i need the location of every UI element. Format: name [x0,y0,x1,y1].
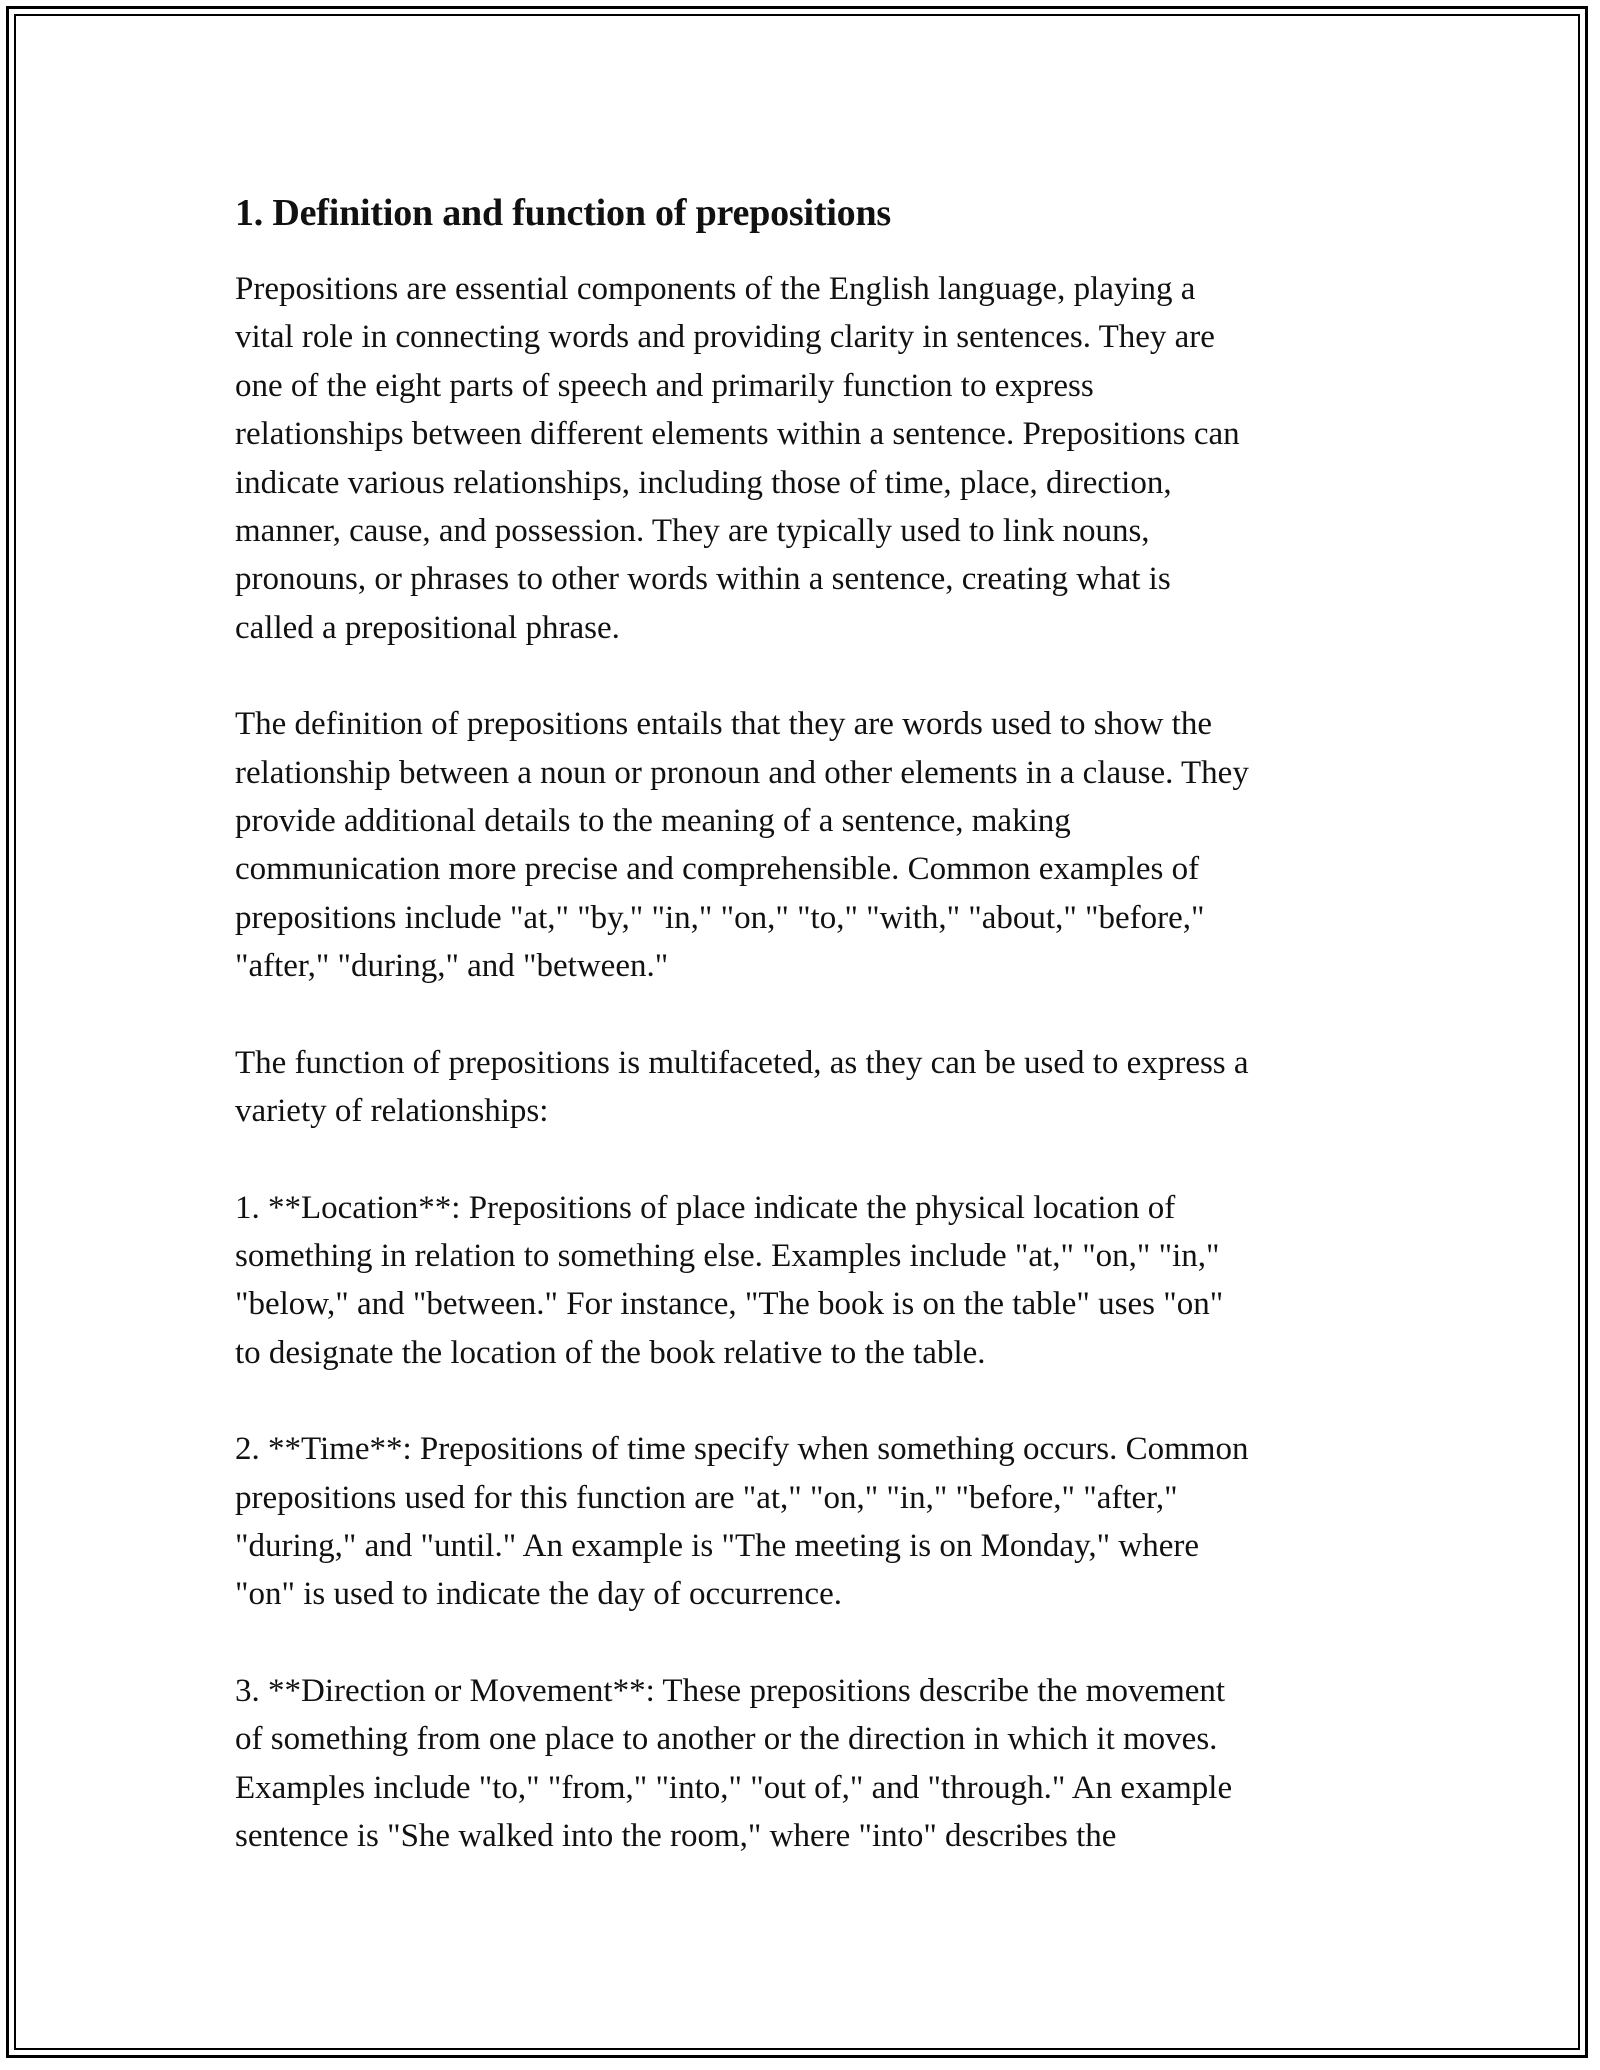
list-item-time: 2. **Time**: Prepositions of time specify when something occurs. Common prepositions used for this function are "at," "on," "in," "before," "after," "during," and "until." An example is "The meeting is on Monday," where "on" is used to indicate the day of occurrence. [235,1431,1249,1613]
list-item-location: 1. **Location**: Prepositions of place indicate the physical location of something in relation to something else. Examples include "at," "on," "in," "below," and "between." For instance, "The book is on the table" uses "on" to designate the location of the book relative to the table. [235,1189,1224,1371]
paragraph-definition: The definition of prepositions entails that they are words used to show the relationship between a noun or pronoun and other elements in a clause. They provide additional details to the meaning of a sentence, making communication more precise and comprehensible. Common examples of prepositions include "at," "by," "in," "on," "to," "with," "about," "before," "after," "during," and "between." [235,706,1249,985]
section-heading: 1. Definition and function of prepositions [235,192,892,234]
paragraph-function-intro: The function of prepositions is multifaceted, as they can be used to express a variety of relationships: [235,1044,1249,1130]
list-item-direction: 3. **Direction or Movement**: These prepositions describe the movement of something from one place to another or the direction in which it moves. Examples include "to," "from," "into," "out of," and "through." An example sentence is "She walked into the room," where "into" describes the [235,1672,1233,1854]
document-body [235,187,1370,1908]
paragraph-introduction: Prepositions are essential components of the English language, playing a vital role in connecting words and providing clarity in sentences. They are one of the eight parts of speech and primarily function to express relationships between different elements within a sentence. Prepositions can indicate various relationships, including those of time, place, direction, manner, cause, and possession. They are typically used to link nouns, pronouns, or phrases to other words within a sentence, creating what is called a prepositional phrase. [235,271,1240,646]
